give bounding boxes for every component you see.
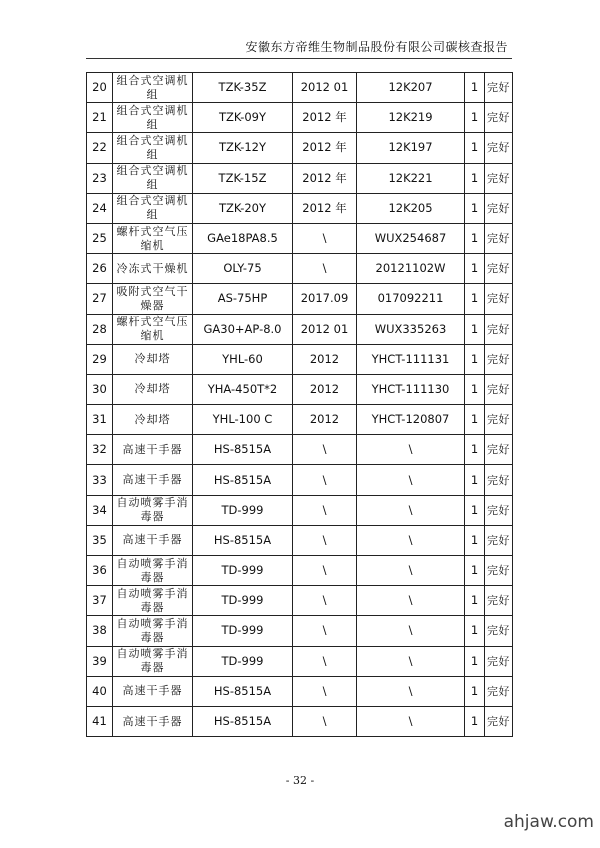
model-cell: TD-999 xyxy=(193,495,293,525)
table-row xyxy=(87,223,513,253)
equipment-name-cell: 冷却塔 xyxy=(113,405,193,435)
status-cell: 完好 xyxy=(485,405,513,435)
row-number-cell: 25 xyxy=(87,223,113,253)
serial-number-cell: 20121102W xyxy=(357,254,465,284)
table-row xyxy=(87,344,513,374)
table-row xyxy=(87,314,513,344)
equipment-name-cell: 组合式空调机组 xyxy=(113,193,193,223)
date-cell: 2012 年 xyxy=(293,193,357,223)
quantity-cell: 1 xyxy=(465,103,485,133)
row-number-cell: 35 xyxy=(87,525,113,555)
status-cell: 完好 xyxy=(485,103,513,133)
quantity-cell: 1 xyxy=(465,314,485,344)
model-cell: HS-8515A xyxy=(193,525,293,555)
table-row xyxy=(87,435,513,465)
quantity-cell: 1 xyxy=(465,73,485,103)
table-row xyxy=(87,254,513,284)
equipment-name-cell: 高速干手器 xyxy=(113,525,193,555)
serial-number-cell: 12K207 xyxy=(357,73,465,103)
row-number-cell: 29 xyxy=(87,344,113,374)
row-number-cell: 26 xyxy=(87,254,113,284)
quantity-cell: 1 xyxy=(465,435,485,465)
status-cell: 完好 xyxy=(485,254,513,284)
row-number-cell: 37 xyxy=(87,586,113,616)
serial-number-cell: WUX335263 xyxy=(357,314,465,344)
status-cell: 完好 xyxy=(485,223,513,253)
status-cell: 完好 xyxy=(485,616,513,646)
serial-number-cell: 12K205 xyxy=(357,193,465,223)
status-cell: 完好 xyxy=(485,495,513,525)
row-number-cell: 40 xyxy=(87,676,113,706)
serial-number-cell: \ xyxy=(357,556,465,586)
table-row xyxy=(87,163,513,193)
status-cell: 完好 xyxy=(485,133,513,163)
equipment-name-cell: 螺杆式空气压缩机 xyxy=(113,223,193,253)
serial-number-cell: YHCT-111130 xyxy=(357,374,465,404)
quantity-cell: 1 xyxy=(465,586,485,616)
row-number-cell: 23 xyxy=(87,163,113,193)
table-row xyxy=(87,193,513,223)
serial-number-cell: 12K219 xyxy=(357,103,465,133)
serial-number-cell: \ xyxy=(357,495,465,525)
equipment-name-cell: 自动喷雾手消毒器 xyxy=(113,495,193,525)
header-divider xyxy=(86,58,512,59)
status-cell: 完好 xyxy=(485,193,513,223)
quantity-cell: 1 xyxy=(465,465,485,495)
status-cell: 完好 xyxy=(485,73,513,103)
date-cell: 2012 年 xyxy=(293,133,357,163)
date-cell: 2012 01 xyxy=(293,73,357,103)
status-cell: 完好 xyxy=(485,706,513,736)
model-cell: YHA-450T*2 xyxy=(193,374,293,404)
table-row xyxy=(87,73,513,103)
date-cell: \ xyxy=(293,646,357,676)
model-cell: YHL-60 xyxy=(193,344,293,374)
equipment-table-body xyxy=(87,73,513,737)
table-row xyxy=(87,586,513,616)
table-row xyxy=(87,676,513,706)
row-number-cell: 31 xyxy=(87,405,113,435)
model-cell: TD-999 xyxy=(193,616,293,646)
equipment-name-cell: 吸附式空气干燥器 xyxy=(113,284,193,314)
page-number: - 32 - xyxy=(285,774,315,787)
model-cell: GAe18PA8.5 xyxy=(193,223,293,253)
row-number-cell: 28 xyxy=(87,314,113,344)
equipment-name-cell: 组合式空调机组 xyxy=(113,73,193,103)
quantity-cell: 1 xyxy=(465,163,485,193)
quantity-cell: 1 xyxy=(465,223,485,253)
date-cell: \ xyxy=(293,556,357,586)
serial-number-cell: \ xyxy=(357,676,465,706)
status-cell: 完好 xyxy=(485,344,513,374)
date-cell: 2012 xyxy=(293,405,357,435)
quantity-cell: 1 xyxy=(465,405,485,435)
equipment-name-cell: 自动喷雾手消毒器 xyxy=(113,586,193,616)
quantity-cell: 1 xyxy=(465,525,485,555)
serial-number-cell: \ xyxy=(357,646,465,676)
quantity-cell: 1 xyxy=(465,193,485,223)
table-row xyxy=(87,706,513,736)
quantity-cell: 1 xyxy=(465,254,485,284)
equipment-name-cell: 冷冻式干燥机 xyxy=(113,254,193,284)
table-row xyxy=(87,103,513,133)
equipment-name-cell: 高速干手器 xyxy=(113,435,193,465)
equipment-name-cell: 自动喷雾手消毒器 xyxy=(113,646,193,676)
model-cell: HS-8515A xyxy=(193,676,293,706)
date-cell: \ xyxy=(293,586,357,616)
row-number-cell: 24 xyxy=(87,193,113,223)
equipment-name-cell: 自动喷雾手消毒器 xyxy=(113,556,193,586)
equipment-name-cell: 冷却塔 xyxy=(113,374,193,404)
date-cell: \ xyxy=(293,676,357,706)
serial-number-cell: WUX254687 xyxy=(357,223,465,253)
status-cell: 完好 xyxy=(485,435,513,465)
model-cell: TZK-20Y xyxy=(193,193,293,223)
row-number-cell: 38 xyxy=(87,616,113,646)
model-cell: AS-75HP xyxy=(193,284,293,314)
quantity-cell: 1 xyxy=(465,344,485,374)
status-cell: 完好 xyxy=(485,646,513,676)
row-number-cell: 34 xyxy=(87,495,113,525)
serial-number-cell: \ xyxy=(357,706,465,736)
equipment-name-cell: 组合式空调机组 xyxy=(113,133,193,163)
date-cell: \ xyxy=(293,435,357,465)
serial-number-cell: 12K221 xyxy=(357,163,465,193)
quantity-cell: 1 xyxy=(465,616,485,646)
row-number-cell: 20 xyxy=(87,73,113,103)
model-cell: TD-999 xyxy=(193,646,293,676)
date-cell: \ xyxy=(293,223,357,253)
model-cell: GA30+AP-8.0 xyxy=(193,314,293,344)
table-row xyxy=(87,374,513,404)
row-number-cell: 36 xyxy=(87,556,113,586)
row-number-cell: 30 xyxy=(87,374,113,404)
status-cell: 完好 xyxy=(485,525,513,555)
serial-number-cell: \ xyxy=(357,616,465,646)
status-cell: 完好 xyxy=(485,163,513,193)
equipment-name-cell: 高速干手器 xyxy=(113,676,193,706)
quantity-cell: 1 xyxy=(465,646,485,676)
site-watermark: ahjaw.com xyxy=(503,812,594,832)
equipment-name-cell: 螺杆式空气压缩机 xyxy=(113,314,193,344)
model-cell: TD-999 xyxy=(193,556,293,586)
equipment-name-cell: 组合式空调机组 xyxy=(113,103,193,133)
table-row xyxy=(87,133,513,163)
serial-number-cell: 017092211 xyxy=(357,284,465,314)
serial-number-cell: YHCT-120807 xyxy=(357,405,465,435)
date-cell: \ xyxy=(293,525,357,555)
table-row xyxy=(87,284,513,314)
status-cell: 完好 xyxy=(485,586,513,616)
table-row xyxy=(87,525,513,555)
model-cell: TZK-15Z xyxy=(193,163,293,193)
model-cell: TZK-35Z xyxy=(193,73,293,103)
row-number-cell: 22 xyxy=(87,133,113,163)
equipment-name-cell: 自动喷雾手消毒器 xyxy=(113,616,193,646)
quantity-cell: 1 xyxy=(465,706,485,736)
status-cell: 完好 xyxy=(485,465,513,495)
serial-number-cell: \ xyxy=(357,435,465,465)
table-row xyxy=(87,465,513,495)
table-row xyxy=(87,616,513,646)
row-number-cell: 41 xyxy=(87,706,113,736)
equipment-name-cell: 高速干手器 xyxy=(113,465,193,495)
report-header-title: 安徽东方帝维生物制品股份有限公司碳核查报告 xyxy=(245,40,508,54)
status-cell: 完好 xyxy=(485,314,513,344)
quantity-cell: 1 xyxy=(465,133,485,163)
serial-number-cell: 12K197 xyxy=(357,133,465,163)
table-row xyxy=(87,556,513,586)
date-cell: 2012 01 xyxy=(293,314,357,344)
equipment-name-cell: 组合式空调机组 xyxy=(113,163,193,193)
date-cell: 2012 xyxy=(293,374,357,404)
model-cell: HS-8515A xyxy=(193,465,293,495)
date-cell: \ xyxy=(293,465,357,495)
row-number-cell: 21 xyxy=(87,103,113,133)
date-cell: \ xyxy=(293,254,357,284)
row-number-cell: 33 xyxy=(87,465,113,495)
row-number-cell: 32 xyxy=(87,435,113,465)
model-cell: TZK-09Y xyxy=(193,103,293,133)
serial-number-cell: \ xyxy=(357,586,465,616)
quantity-cell: 1 xyxy=(465,284,485,314)
model-cell: HS-8515A xyxy=(193,435,293,465)
date-cell: 2012 年 xyxy=(293,103,357,133)
model-cell: OLY-75 xyxy=(193,254,293,284)
model-cell: TD-999 xyxy=(193,586,293,616)
row-number-cell: 27 xyxy=(87,284,113,314)
date-cell: \ xyxy=(293,616,357,646)
date-cell: 2017.09 xyxy=(293,284,357,314)
quantity-cell: 1 xyxy=(465,374,485,404)
model-cell: HS-8515A xyxy=(193,706,293,736)
serial-number-cell: \ xyxy=(357,465,465,495)
status-cell: 完好 xyxy=(485,374,513,404)
model-cell: YHL-100 C xyxy=(193,405,293,435)
table-row xyxy=(87,405,513,435)
quantity-cell: 1 xyxy=(465,676,485,706)
table-row xyxy=(87,646,513,676)
date-cell: \ xyxy=(293,495,357,525)
date-cell: \ xyxy=(293,706,357,736)
status-cell: 完好 xyxy=(485,284,513,314)
row-number-cell: 39 xyxy=(87,646,113,676)
table-row xyxy=(87,495,513,525)
quantity-cell: 1 xyxy=(465,495,485,525)
quantity-cell: 1 xyxy=(465,556,485,586)
model-cell: TZK-12Y xyxy=(193,133,293,163)
date-cell: 2012 xyxy=(293,344,357,374)
serial-number-cell: \ xyxy=(357,525,465,555)
equipment-table xyxy=(86,72,513,737)
date-cell: 2012 年 xyxy=(293,163,357,193)
equipment-name-cell: 高速干手器 xyxy=(113,706,193,736)
status-cell: 完好 xyxy=(485,556,513,586)
serial-number-cell: YHCT-111131 xyxy=(357,344,465,374)
status-cell: 完好 xyxy=(485,676,513,706)
equipment-name-cell: 冷却塔 xyxy=(113,344,193,374)
